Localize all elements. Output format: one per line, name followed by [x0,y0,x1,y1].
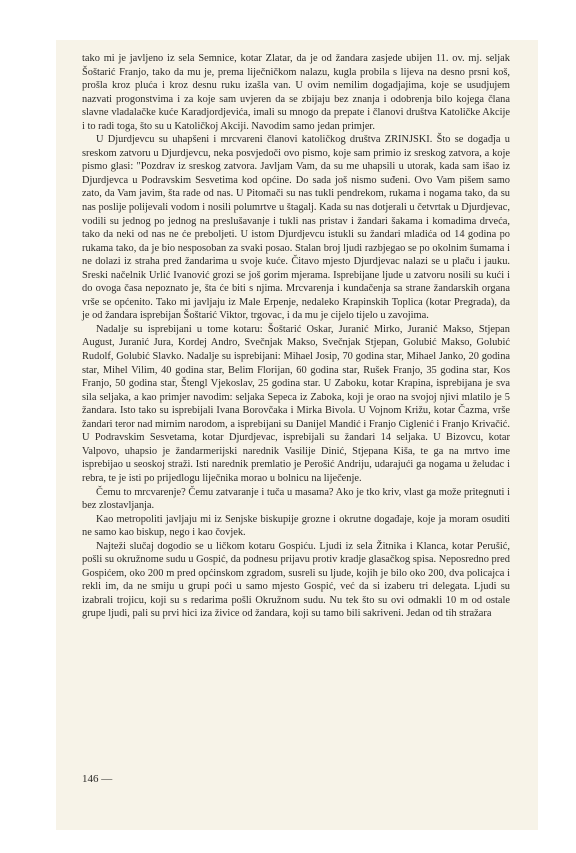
paragraph: U Djurdjevcu su uhapšeni i mrcvareni članovi katoličkog društva ZRINJSKI. Što se događja u sreskom zatvoru u Djurdjevcu, neka posvjedoči ovo pismo, koje sam primio iz sreskog zatvora, a koje pismo glasi: "Pozdrav iz sreskog zatvora. Javljam Vam, da su me uhapsili u utorak, kada sam išao iz Djurdjevca u Podravskim Sesvetima kod općine. Do sada još nismo suđeni. Ovo Vam pišem samo zato, da Vam javim, šta rade od nas. U Pitomači su nas tukli pendrekom, rukama i nogama tako, da su nas poslije polijevali vodom i nosili polumrtve u štagalj. Kada su nas dotjerali u četvrtak u Djurdjevac, vodili su jednog po jednog na preslušavanje i tukli nas pristav i žandari šakama i komadima drveća, tako da neki od nas ne će preboljeti. U istom Djurdjevcu istukli su žandari mladića od 14 godina po rukama tako, da je bio nesposoban za svaki posao. Stalan broj ljudi razbjegao se po okolnim šumama i ne dolazi iz straha pred žandarima u svoje kuće. Čitavo mjesto Djurdjevac nalazi se u plaču i jauku. Sreski načelnik Urlić Ivanović grozi se još gorim mjerama. Isprebijane ljude u zatvoru nosili su kući i do ovoga časa nepoznato je, šta će biti s njima. Mrcvarenja i kundačenja sa strane žandarskih organa vrše se općenito. Tako mi javljaju iz Male Erpenje, nedaleko Krapinskih Toplica (kotar Pregrada), da je od žandara isprebijan Šoštarić Viktor, trgovac, i da mu je cijelo tijelo u zavojima. [82,134,510,322]
paragraph: Nadalje su isprebijani u tome kotaru: Šoštarić Oskar, Juranić Mirko, Juranić Makso, Stjepan August, Juranić Jura, Kordej Andro, Svečnjak Makso, Svečnjak Stjepan, Golubić Makso, Golubić Rudolf, Golubić Slavko. Nadalje su isprebijani: Mihael Josip, 70 godina star, Mihael Janko, 20 godina star, Mihel Vilim, 40 godina star, Belim Florijan, 60 godina star, Rušek Franjo, 35 godina star, Kos Franjo, 50 godina star, Štengl Vjekoslav, 25 godina star. U Zaboku, kotar Krapina, isprebijana je sva sila seljaka, a kao primjer navodim: seljaka Sepeca iz Zaboka, koji je orao na svojoj njivi mlatilo je 5 žandara. Isto tako su isprebijali Ivana Borovčaka i Mirka Bivola. U Vojnom Križu, kotar Čazma, vrše žandari teror nad mirnim narodom, a isprebijani su Danijel Mandić i Franjo Ciglenić i Franjo Krivačić. U Podravskim Sesvetama, kotar Djurdjevac, isprebijali su žandari 14 seljaka. U Bizovcu, kotar Valpovo, uhapsio je žandarmerijski narednik Vasilije Dinić, Stjepana Kiša, te ga na mrtvo ime isprebijao u seoskoj straži. Isti narednik premlatio je Perošić Andriju, udarajući ga nogama u želudac i rebra, te je isti po prijedlogu liječnika morao u bolnicu na liječenje. [82,323,510,484]
paragraph: Čemu to mrcvarenje? Čemu zatvaranje i tuča u masama? Ako je tko kriv, vlast ga može pritegnuti i bez zlostavljanja. [82,486,510,512]
page-number: 146 — [82,773,113,785]
book-page [56,40,538,830]
paragraph: Kao metropoliti javljaju mi iz Senjske biskupije grozne i okrutne događaje, koje ja moram osuditi ne samo kao biskup, nego i kao čovjek. [82,513,510,539]
body-text [82,52,510,621]
paragraph: Najteži slučaj dogodio se u ličkom kotaru Gospiću. Ljudi iz sela Žitnika i Klanca, kotar Perušić, pošli su okružnome sudu u Gospić, da podnesu prijavu protiv kradje glasačkog spisa. Neposredno pred Gospićem, oko 200 m pred općinskom zgradom, susreli su ljude, kojih je bilo oko 200, dva policajca i rekli im, da ne smiju u grupi poći u samo mjesto Gospić, već da si izaberu tri delegata. Ljudi su izabrali trojicu, koji su s redarima pošli Okružnom sudu. Nu tek što su ovi odmakli 10 m od ostale grupe ljudi, pali su prvi hici iza živice od žandara, koji su tamo bili sakriveni. Jedan od tih stražara [82,540,510,620]
paragraph: tako mi je javljeno iz sela Semnice, kotar Zlatar, da je od žandara zasjede ubijen 11. ov. mj. seljak Šoštarić Franjo, tako da mu je, prema liječničkom nalazu, kugla probila s lijeva na desno prsni koš, prošla kroz pluća i kroz desnu ruku izašla van. U ovim nemilim dogadjajima, koje se usudjujem nazvati progonstvima i za koje sam uvjeren da se zbijaju bez znanja i odobrenja bilo kojega člana slavne vladalačke kuće Karadjordjevića, imali su mnogo da prepate i članovi društva Katoličke Akcije i to radi toga, što su u Katoličkoj Akciji. Navodim samo jedan primjer. [82,53,510,132]
